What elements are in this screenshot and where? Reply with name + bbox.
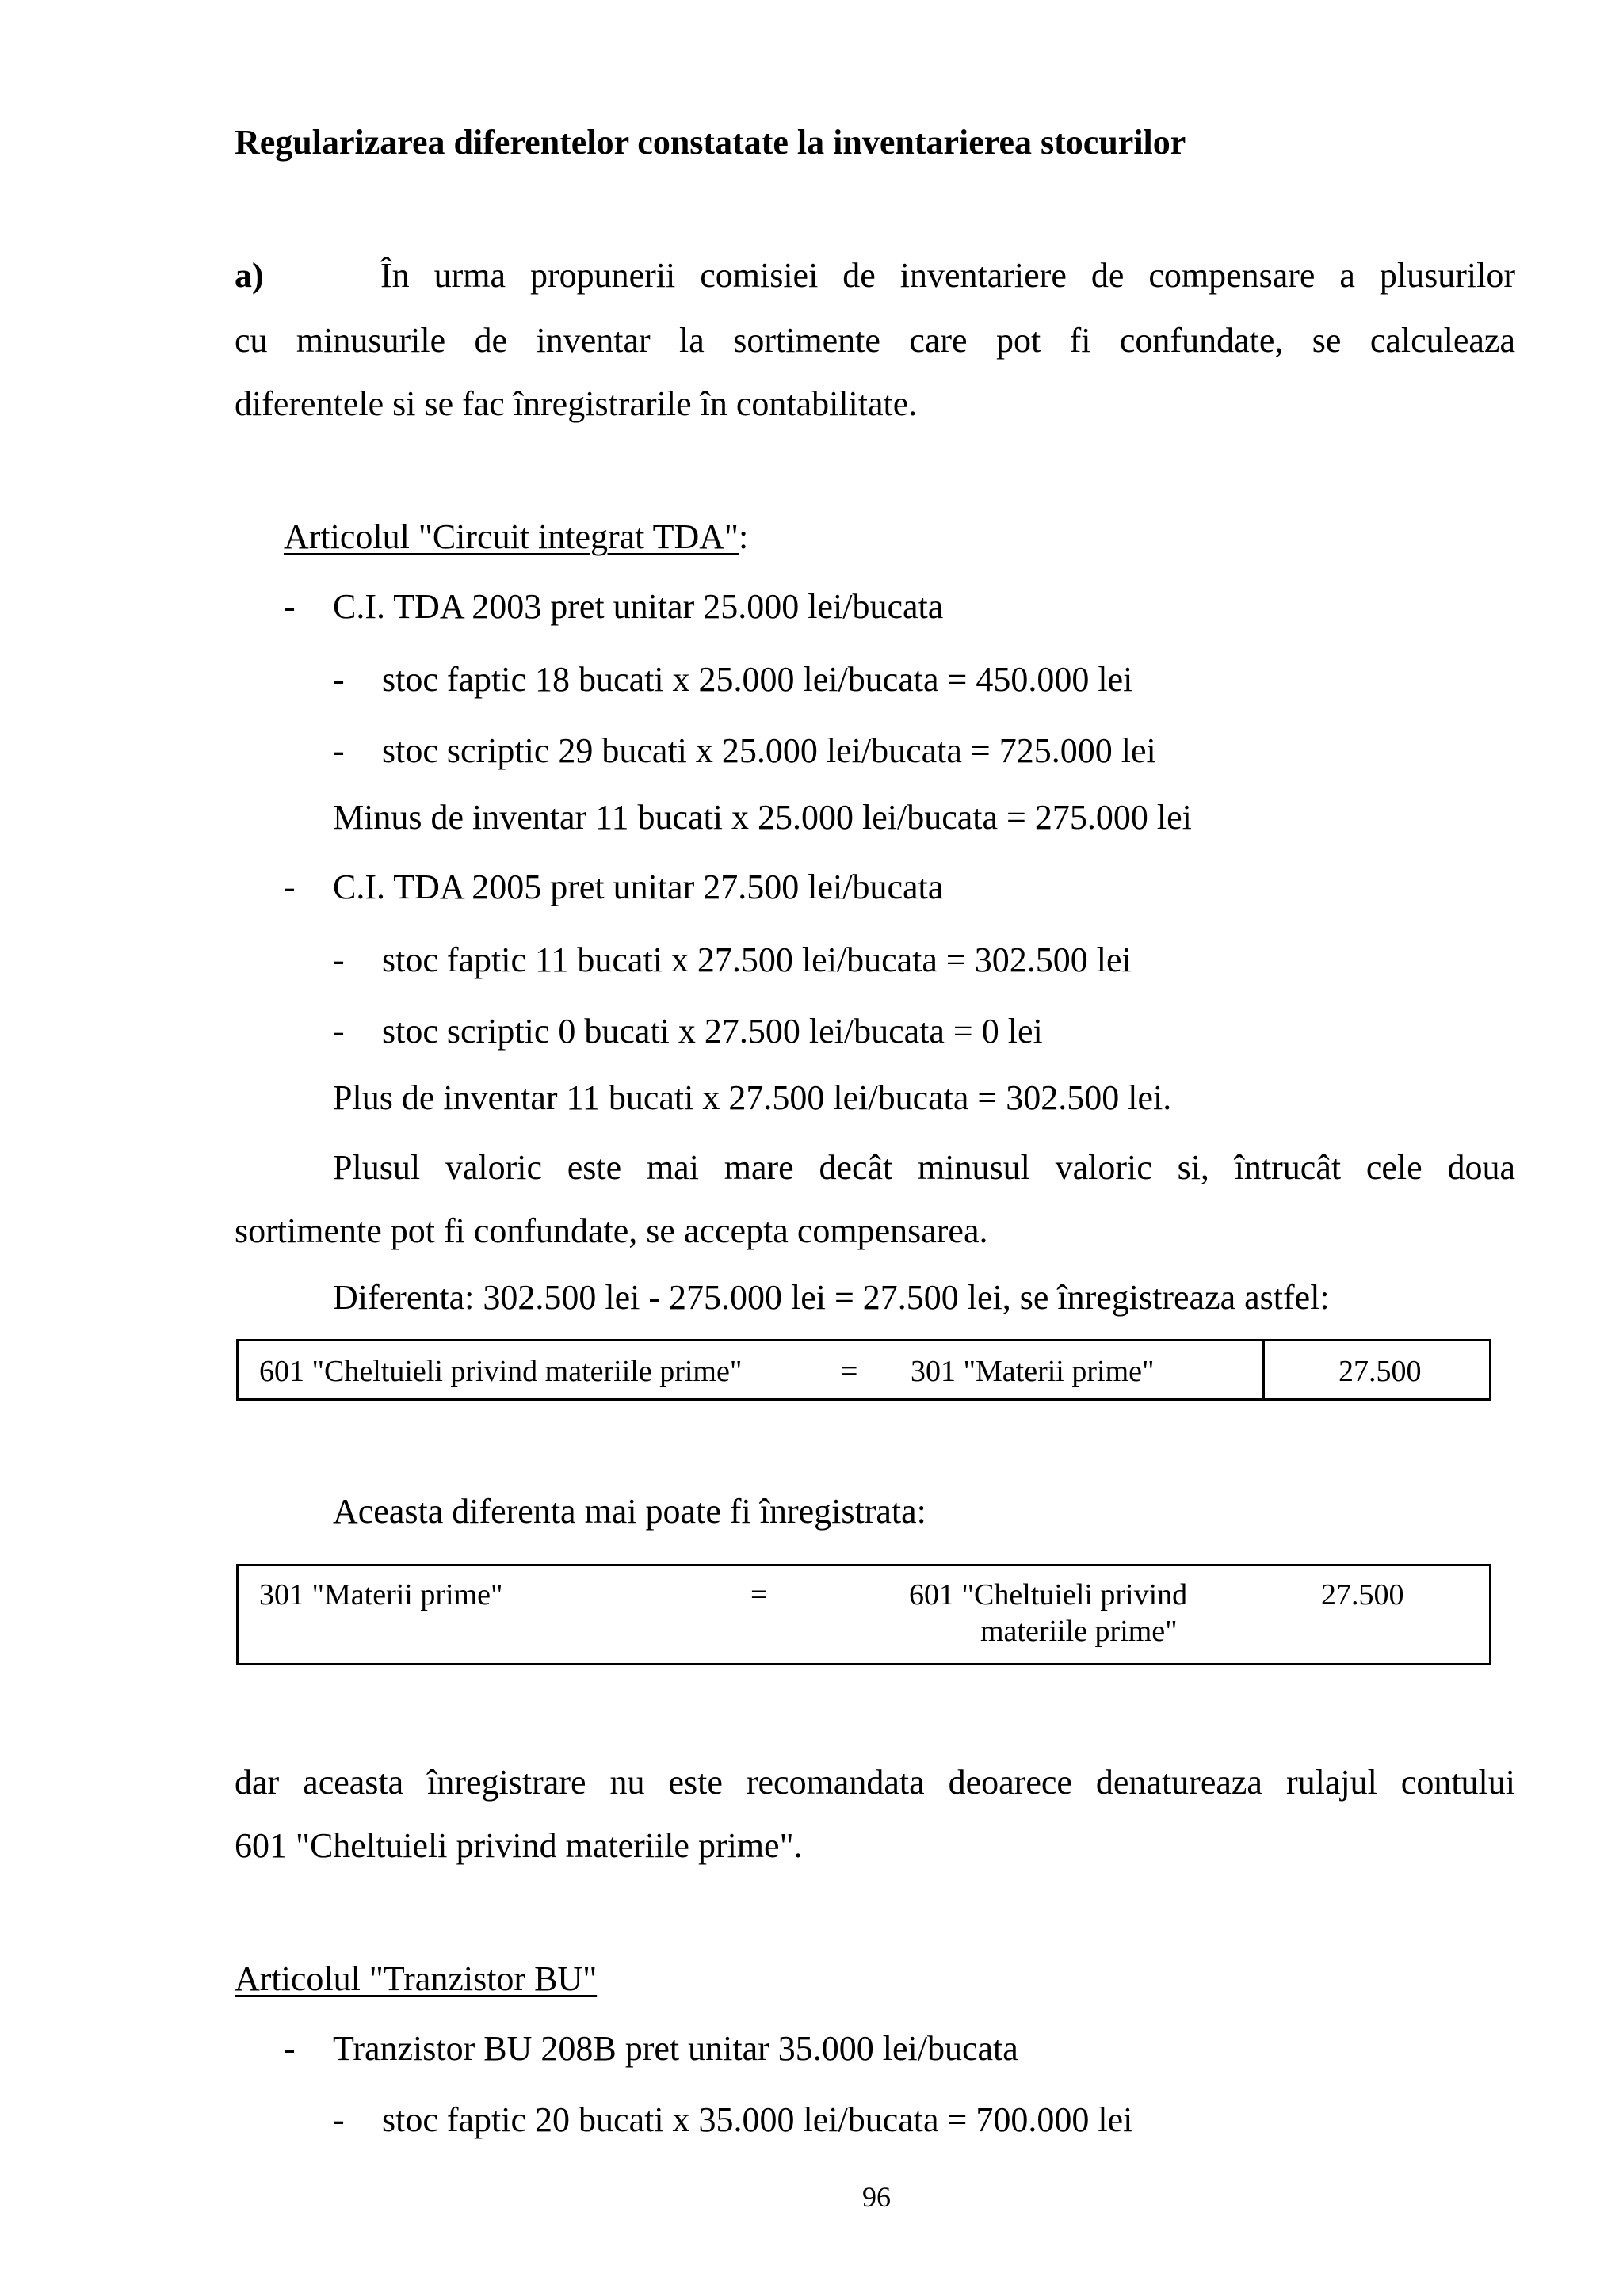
column-divider	[1262, 1341, 1265, 1398]
paragraph-line: Plusul valoric este mai mare decât minusul valoric si, întrucât cele doua	[333, 1148, 1515, 1187]
bullet-dash: -	[284, 868, 296, 906]
paragraph-line: dar aceasta înregistrare nu este recomandata deoarece denatureaza rulajul contului	[235, 1763, 1515, 1802]
list-subitem: stoc faptic 18 bucati x 25.000 lei/bucata = 450.000 lei	[382, 660, 1133, 699]
list-item: C.I. TDA 2003 pret unitar 25.000 lei/bucata	[333, 587, 944, 626]
equals-sign: =	[750, 1578, 768, 1611]
list-item: Tranzistor BU 208B pret unitar 35.000 lei/bucata	[333, 2029, 1018, 2068]
article-heading: Articolul "Tranzistor BU"	[235, 1959, 598, 1998]
article-heading-colon: :	[739, 517, 749, 556]
paragraph-line: 601 "Cheltuieli privind materiile prime".	[235, 1826, 803, 1865]
ledger-entry-table	[236, 1564, 1491, 1665]
list-item: C.I. TDA 2005 pret unitar 27.500 lei/bucata	[333, 868, 944, 906]
bullet-dash: -	[333, 660, 345, 699]
debit-account: 601 "Cheltuieli privind materiile prime"	[259, 1355, 743, 1388]
result-line: Plus de inventar 11 bucati x 27.500 lei/bucata = 302.500 lei.	[333, 1078, 1172, 1117]
credit-account-line1: 601 "Cheltuieli privind	[909, 1578, 1188, 1611]
bullet-dash: -	[333, 2100, 345, 2139]
list-subitem: stoc scriptic 0 bucati x 27.500 lei/bucata = 0 lei	[382, 1012, 1043, 1051]
paragraph-line: În urma propunerii comisiei de inventariere de compensare a plusurilor	[380, 256, 1515, 295]
bullet-dash: -	[284, 2029, 296, 2068]
paragraph-line: sortimente pot fi confundate, se accepta compensarea.	[235, 1211, 988, 1250]
list-subitem: stoc faptic 11 bucati x 27.500 lei/bucata = 302.500 lei	[382, 940, 1132, 979]
bullet-dash: -	[333, 1012, 345, 1051]
ledger-entry-table	[236, 1339, 1491, 1401]
paragraph-line: cu minusurile de inventar la sortimente care pot fi confundate, se calculeaza	[235, 321, 1515, 360]
article-heading	[284, 517, 749, 556]
page-number: 96	[862, 2181, 891, 2213]
bullet-dash: -	[333, 940, 345, 979]
credit-account-line2: materiile prime"	[980, 1615, 1178, 1648]
difference-line: Diferenta: 302.500 lei - 275.000 lei = 27.500 lei, se înregistreaza astfel:	[333, 1278, 1330, 1317]
item-label: a)	[235, 256, 264, 295]
equals-sign: =	[841, 1355, 858, 1388]
bullet-dash: -	[284, 587, 296, 626]
result-line: Minus de inventar 11 bucati x 25.000 lei/bucata = 275.000 lei	[333, 798, 1192, 837]
paragraph-line: diferentele si se fac înregistrarile în contabilitate.	[235, 384, 918, 423]
debit-account: 301 "Materii prime"	[259, 1578, 503, 1611]
amount: 27.500	[1321, 1578, 1404, 1611]
bullet-dash: -	[333, 731, 345, 770]
article-heading-text: Articolul "Circuit integrat TDA"	[284, 517, 739, 556]
list-subitem: stoc faptic 20 bucati x 35.000 lei/bucata = 700.000 lei	[382, 2100, 1133, 2139]
section-title: Regularizarea diferentelor constatate la inventarierea stocurilor	[235, 123, 1186, 162]
paragraph-line: Aceasta diferenta mai poate fi înregistrata:	[333, 1492, 926, 1531]
amount: 27.500	[1338, 1355, 1422, 1388]
credit-account: 301 "Materii prime"	[911, 1355, 1155, 1388]
list-subitem: stoc scriptic 29 bucati x 25.000 lei/bucata = 725.000 lei	[382, 731, 1156, 770]
